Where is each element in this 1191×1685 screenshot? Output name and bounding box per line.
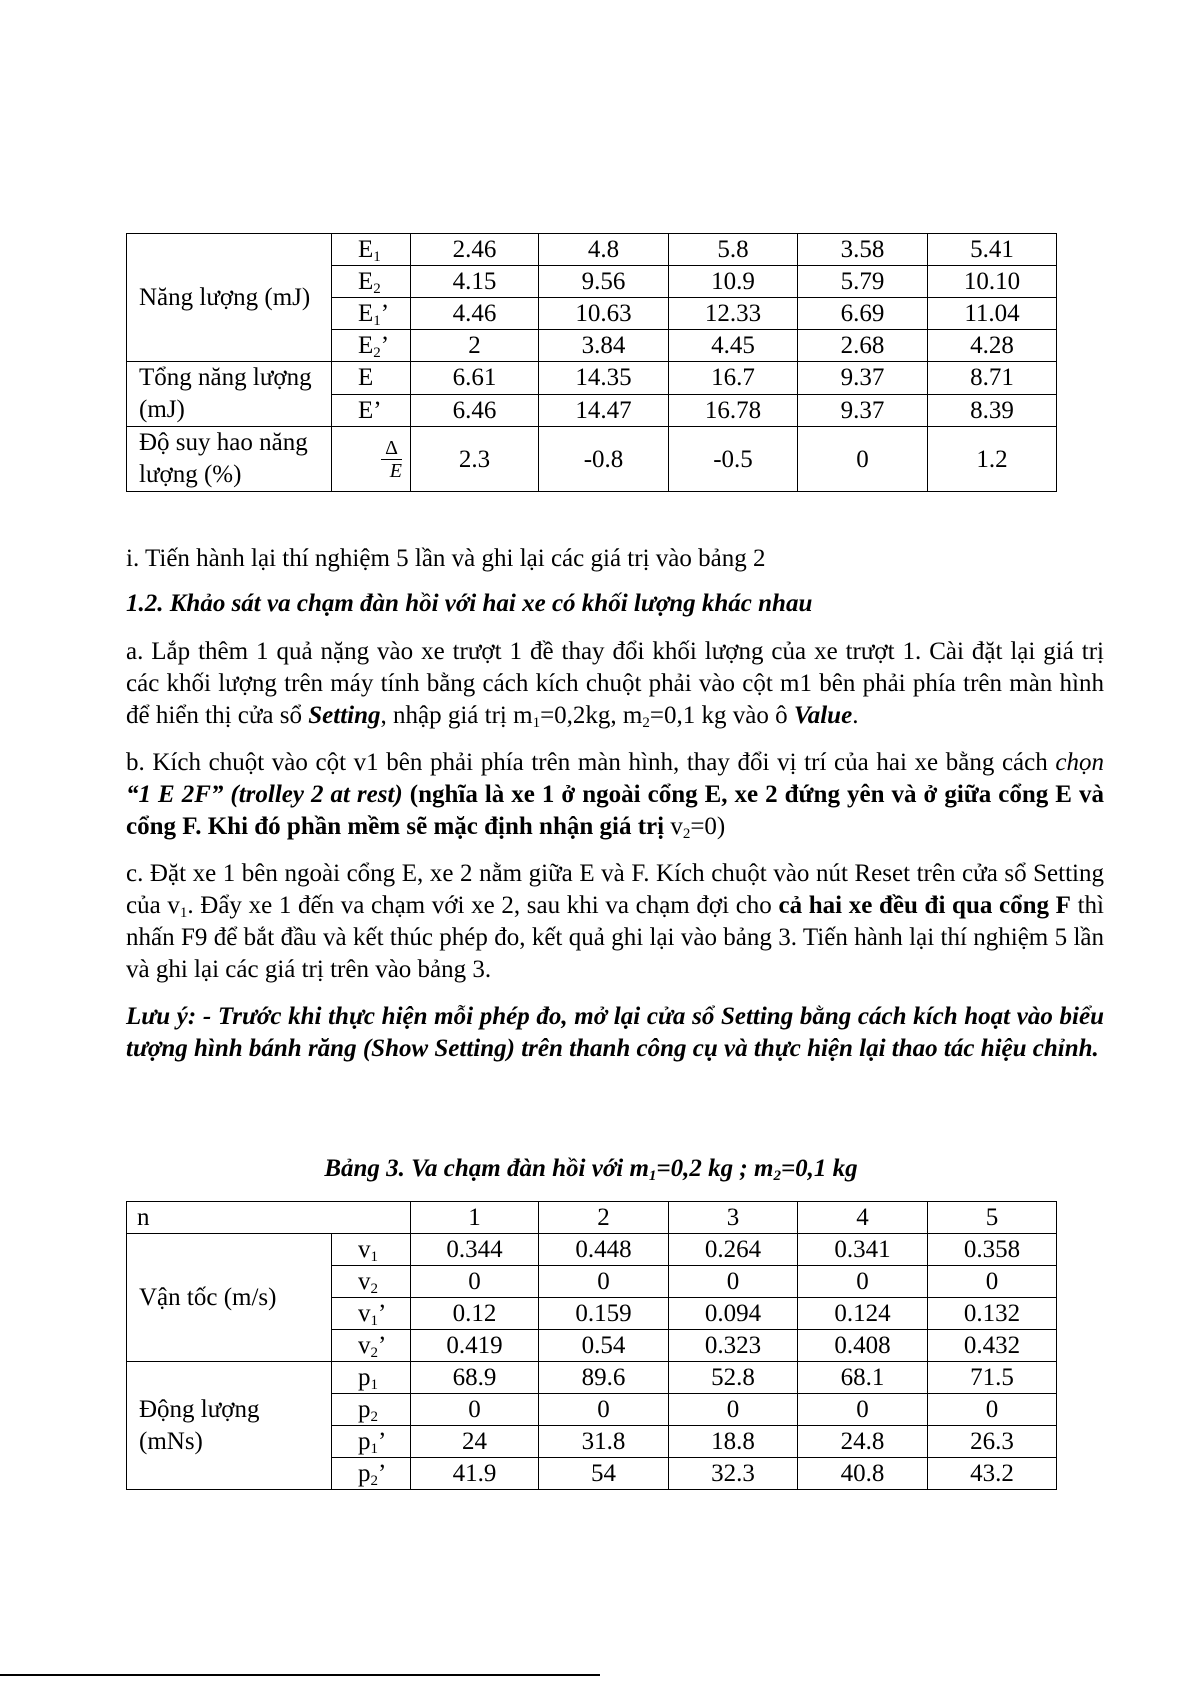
value-cell: 9.37 (798, 394, 928, 427)
value-cell: 0.344 (411, 1234, 539, 1266)
table-row (127, 1234, 1057, 1266)
symbol-cell: $E_1$ (332, 234, 411, 266)
symbol-cell: $p_1$’ (332, 1426, 411, 1458)
value-cell: 68.9 (411, 1362, 539, 1394)
column-header: 4 (798, 1202, 928, 1234)
table-row (127, 362, 1057, 395)
value-cell: 24 (411, 1426, 539, 1458)
paragraph-a: a. Lắp thêm 1 quả nặng vào xe trượt 1 đề thay đổi khối lượng của xe trượt 1. Cài đặt lại giá trị các khối lượng trên máy tính bằng cách kích chuột phải vào cột m1 bên phải phía trên màn hình để hiển thị cửa sổ Setting, nhập giá trị $m_1=0,2kg$, $m_2=0,1$ kg vào ô Value. (126, 638, 1104, 731)
group-label-energy-loss: Độ suy hao năng lượng (%) (127, 427, 332, 492)
value-cell: 0.159 (539, 1298, 669, 1330)
group-label-total-energy: Tổng năng lượng (mJ) (127, 362, 332, 427)
value-cell: 10.10 (928, 266, 1057, 298)
value-cell: 0.54 (539, 1330, 669, 1362)
value-cell: 11.04 (928, 298, 1057, 330)
value-cell: 14.35 (539, 362, 669, 395)
value-cell: 31.8 (539, 1426, 669, 1458)
value-cell: 0.132 (928, 1298, 1057, 1330)
value-cell: -0.8 (539, 427, 669, 492)
value-cell: 18.8 (669, 1426, 798, 1458)
symbol-cell: $E_2$ (332, 266, 411, 298)
column-header: 1 (411, 1202, 539, 1234)
value-cell: 0.323 (669, 1330, 798, 1362)
group-label-momentum: Động lượng (mNs) (127, 1362, 332, 1490)
value-cell: 0.448 (539, 1234, 669, 1266)
value-cell: 6.69 (798, 298, 928, 330)
value-cell: 4.15 (411, 266, 539, 298)
column-header: 5 (928, 1202, 1057, 1234)
value-cell: 8.71 (928, 362, 1057, 395)
symbol-cell: $v_2$’ (332, 1330, 411, 1362)
value-cell: 0 (539, 1266, 669, 1298)
value-cell: 0 (928, 1394, 1057, 1426)
value-cell: 6.61 (411, 362, 539, 395)
value-cell: 2.46 (411, 234, 539, 266)
section-title: 1.2. Khảo sát va chạm đàn hồi với hai xe có khối lượng khác nhau (126, 590, 813, 617)
instruction-i: i. Tiến hành lại thí nghiệm 5 lần và ghi lại các giá trị vào bảng 2 (126, 545, 766, 572)
value-cell: 0.408 (798, 1330, 928, 1362)
value-cell: 54 (539, 1458, 669, 1490)
value-cell: 2.68 (798, 330, 928, 362)
paragraph-c: c. Đặt xe 1 bên ngoài cổng E, xe 2 nằm giữa E và F. Kích chuột vào nút Reset trên cửa sổ Setting của $v_1$. Đẩy xe 1 đến va chạm với xe 2, sau khi va chạm đợi cho cả hai xe đều đi qua cổng F thì nhấn F9 để bắt đầu và kết thúc phép đo, kết quả ghi lại vào bảng 3. Tiến hành lại thí nghiệm 5 lần và ghi lại các giá trị trên vào bảng 3. (126, 860, 1104, 983)
energy-loss-fraction: $\frac{\Delta}{E}$ (381, 437, 402, 482)
value-cell: 32.3 (669, 1458, 798, 1490)
symbol-cell: $v_1$’ (332, 1298, 411, 1330)
symbol-cell: $p_2$’ (332, 1458, 411, 1490)
value-cell: 12.33 (669, 298, 798, 330)
value-cell: 0 (669, 1394, 798, 1426)
value-cell: 10.63 (539, 298, 669, 330)
value-cell: 4.46 (411, 298, 539, 330)
value-cell: 26.3 (928, 1426, 1057, 1458)
symbol-cell (332, 427, 411, 492)
value-cell: 3.58 (798, 234, 928, 266)
value-cell: 2 (411, 330, 539, 362)
value-cell: 24.8 (798, 1426, 928, 1458)
value-cell: 4.45 (669, 330, 798, 362)
value-cell: 9.56 (539, 266, 669, 298)
note: Lưu ý: - Trước khi thực hiện mỗi phép đo, mở lại cửa sổ Setting bằng cách kích hoạt vào biểu tượng hình bánh răng (Show Setting) trên thanh công cụ và thực hiện lại thao tác hiệu chỉnh. (126, 1003, 1104, 1062)
value-cell: 4.28 (928, 330, 1057, 362)
paragraph-b: b. Kích chuột vào cột v1 bên phải phía trên màn hình, thay đổi vị trí của hai xe bằng cách chọn “1 E 2F” (trolley 2 at rest) (nghĩa là xe 1 ở ngoài cổng E, xe 2 đứng yên và ở giữa cổng E và cổng F. Khi đó phần mềm sẽ mặc định nhận giá trị $v_2=0$) (126, 749, 1104, 842)
value-cell: 5.41 (928, 234, 1057, 266)
value-cell: 0 (411, 1394, 539, 1426)
value-cell: 16.7 (669, 362, 798, 395)
value-cell: 52.8 (669, 1362, 798, 1394)
table-2 (126, 233, 1057, 492)
value-cell: 0 (669, 1266, 798, 1298)
table-3-caption: Bảng 3. Va chạm đàn hồi với $m_1=0,2$ kg ; $m_2=0,1$ kg (324, 1155, 858, 1184)
value-cell: 6.46 (411, 394, 539, 427)
value-cell: 0.264 (669, 1234, 798, 1266)
table-row (127, 1362, 1057, 1394)
value-cell: 0 (411, 1266, 539, 1298)
value-cell: 5.8 (669, 234, 798, 266)
value-cell: 14.47 (539, 394, 669, 427)
symbol-cell: $p_1$ (332, 1362, 411, 1394)
value-cell: 10.9 (669, 266, 798, 298)
value-cell: 2.3 (411, 427, 539, 492)
value-cell: 9.37 (798, 362, 928, 395)
symbol-cell: $E_1$’ (332, 298, 411, 330)
group-label-energy: Năng lượng (mJ) (127, 234, 332, 362)
value-cell: 89.6 (539, 1362, 669, 1394)
value-cell: 41.9 (411, 1458, 539, 1490)
column-header: 2 (539, 1202, 669, 1234)
symbol-cell: E’ (332, 394, 411, 427)
value-cell: 40.8 (798, 1458, 928, 1490)
symbol-cell: E (332, 362, 411, 395)
table-row (127, 234, 1057, 266)
value-cell: 0.419 (411, 1330, 539, 1362)
value-cell: 0.432 (928, 1330, 1057, 1362)
value-cell: -0.5 (669, 427, 798, 492)
value-cell: 0.124 (798, 1298, 928, 1330)
value-cell: 5.79 (798, 266, 928, 298)
column-header-n: n (127, 1202, 411, 1234)
table-3 (126, 1201, 1057, 1490)
symbol-cell: $p_2$ (332, 1394, 411, 1426)
value-cell: 68.1 (798, 1362, 928, 1394)
symbol-cell: $v_2$ (332, 1266, 411, 1298)
symbol-cell: $v_1$ (332, 1234, 411, 1266)
value-cell: 71.5 (928, 1362, 1057, 1394)
value-cell: 8.39 (928, 394, 1057, 427)
table-header-row (127, 1202, 1057, 1234)
value-cell: 0.094 (669, 1298, 798, 1330)
value-cell: 0 (798, 1394, 928, 1426)
symbol-cell: $E_2$’ (332, 330, 411, 362)
value-cell: 0.12 (411, 1298, 539, 1330)
value-cell: 0 (928, 1266, 1057, 1298)
value-cell: 0 (539, 1394, 669, 1426)
value-cell: 1.2 (928, 427, 1057, 492)
value-cell: 0.341 (798, 1234, 928, 1266)
value-cell: 0 (798, 427, 928, 492)
value-cell: 4.8 (539, 234, 669, 266)
value-cell: 0 (798, 1266, 928, 1298)
value-cell: 16.78 (669, 394, 798, 427)
footer-divider (0, 1674, 600, 1676)
value-cell: 0.358 (928, 1234, 1057, 1266)
value-cell: 43.2 (928, 1458, 1057, 1490)
value-cell: 3.84 (539, 330, 669, 362)
group-label-velocity: Vận tốc (m/s) (127, 1234, 332, 1362)
table-row (127, 427, 1057, 492)
column-header: 3 (669, 1202, 798, 1234)
